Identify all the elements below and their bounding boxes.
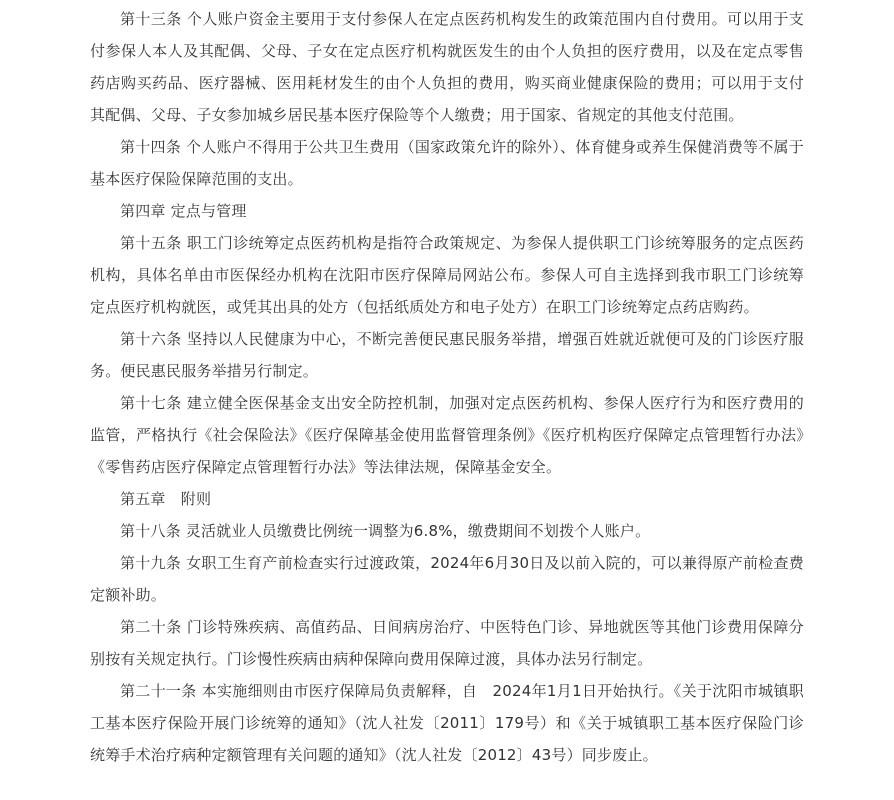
article-18-paragraph: 第十八条 灵活就业人员缴费比例统一调整为6.8%，缴费期间不划拨个人账户。	[120, 522, 651, 540]
article-19-paragraph: 第十九条 女职工生育产前检查实行过渡政策，2024年6月30日及以前入院的，可以兼得原产前检查费定额补助。	[90, 554, 804, 604]
article-17-paragraph: 第十七条 建立健全医保基金支出安全防控机制，加强对定点医药机构、参保人医疗行为和医疗费用的监管，严格执行《社会保险法》《医疗保障基金使用监督管理条例》《医疗机构医疗保障定点管理暂行办法》《零售药店医疗保障定点管理暂行办法》等法律法规，保障基金安全。	[90, 394, 804, 476]
article-13-paragraph: 第十三条 个人账户资金主要用于支付参保人在定点医药机构发生的政策范围内自付费用。可以用于支付参保人本人及其配偶、父母、子女在定点医疗机构就医发生的由个人负担的医疗费用，以及在定点零售药店购买药品、医疗器械、医用耗材发生的由个人负担的费用，购买商业健康保险的费用；可以用于支付其配偶、父母、子女参加城乡居民基本医疗保险等个人缴费；用于国家、省规定的其他支付范围。	[90, 10, 804, 124]
article-16-paragraph: 第十六条 坚持以人民健康为中心，不断完善便民惠民服务举措，增强百姓就近就便可及的门诊医疗服务。便民惠民服务举措另行制定。	[90, 330, 804, 380]
chapter-5-heading: 第五章 附则	[120, 490, 212, 508]
article-20-paragraph: 第二十条 门诊特殊疾病、高值药品、日间病房治疗、中医特色门诊、异地就医等其他门诊费用保障分别按有关规定执行。门诊慢性疾病由病种保障向费用保障过渡，具体办法另行制定。	[90, 618, 804, 668]
article-15-paragraph: 第十五条 职工门诊统筹定点医药机构是指符合政策规定、为参保人提供职工门诊统筹服务的定点医药机构，具体名单由市医保经办机构在沈阳市医疗保障局网站公布。参保人可自主选择到我市职工门诊统筹定点医疗机构就医，或凭其出具的处方（包括纸质处方和电子处方）在职工门诊统筹定点药店购药。	[90, 234, 804, 316]
chapter-4-heading: 第四章 定点与管理	[120, 202, 247, 220]
document-body	[90, 0, 804, 771]
article-14-paragraph: 第十四条 个人账户不得用于公共卫生费用（国家政策允许的除外）、体育健身或养生保健消费等不属于基本医疗保险保障范围的支出。	[90, 138, 804, 188]
article-21-paragraph: 第二十一条 本实施细则由市医疗保障局负责解释，自 2024年1月1日开始执行。《关于沈阳市城镇职工基本医疗保险开展门诊统筹的通知》（沈人社发〔2011〕179号）和《关于城镇职工基本医疗保险门诊统筹手术治疗病种定额管理有关问题的通知》（沈人社发〔2012〕43号）同步废止。	[90, 682, 804, 764]
